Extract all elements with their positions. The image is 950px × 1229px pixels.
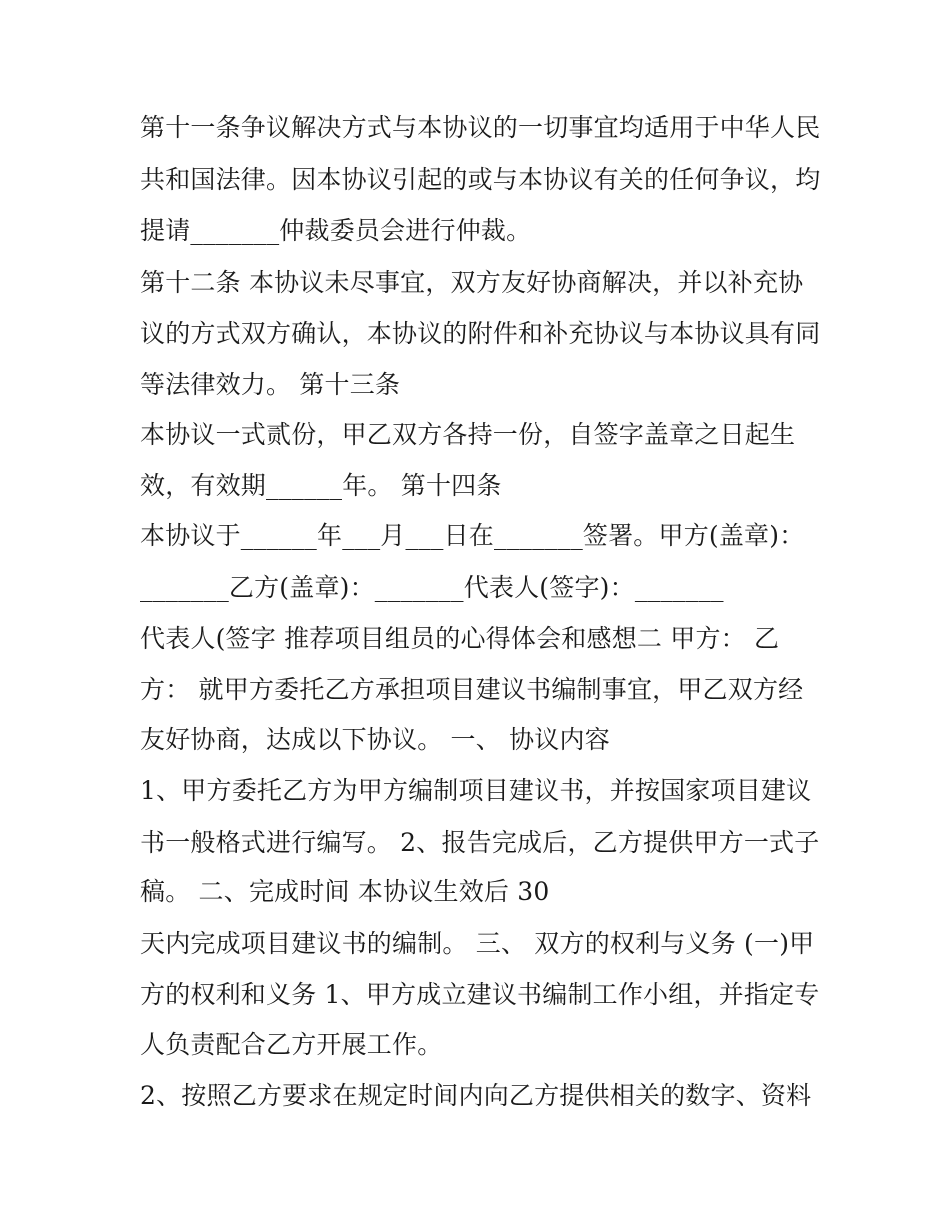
text-line: 本协议一式贰份，甲乙双方各持一份，自签字盖章之日起生 bbox=[140, 420, 796, 449]
text-line: 天内完成项目建议书的编制。 三、 双方的权利与义务 (一)甲 bbox=[140, 929, 815, 958]
text-line: 友好协商，达成以下协议。 一、 协议内容 bbox=[140, 725, 610, 754]
text-line: 2、按照乙方要求在规定时间内向乙方提供相关的数字、资料 bbox=[140, 1081, 812, 1110]
text-line: 稿。 二、完成时间 本协议生效后 30 bbox=[140, 877, 550, 906]
text-line: 第十一条争议解决方式与本协议的一切事宜均适用于中华人民 bbox=[140, 113, 821, 142]
text-line: 代表人(签字 推荐项目组员的心得体会和感想二 甲方： 乙 bbox=[140, 624, 780, 653]
text-line: 人负责配合乙方开展工作。 bbox=[140, 1030, 443, 1059]
text-line: 共和国法律。因本协议引起的或与本协议有关的任何争议，均 bbox=[140, 165, 821, 194]
text-line: 议的方式双方确认，本协议的附件和补充协议与本协议具有同 bbox=[140, 319, 821, 348]
text-line: 提请_______仲裁委员会进行仲裁。 bbox=[140, 216, 532, 245]
text-line: 效，有效期______年。 第十四条 bbox=[140, 471, 502, 500]
text-line: 第十二条 本协议未尽事宜，双方友好协商解决，并以补充协 bbox=[140, 268, 804, 297]
text-line: 1、甲方委托乙方为甲方编制项目建议书，并按国家项目建议 bbox=[140, 776, 812, 805]
text-line: 方： 就甲方委托乙方承担项目建议书编制事宜，甲乙双方经 bbox=[140, 675, 804, 704]
text-line: 书一般格式进行编写。 2、报告完成后，乙方提供甲方一式子 bbox=[140, 828, 820, 857]
text-line: 等法律效力。 第十三条 bbox=[140, 370, 401, 399]
text-line: _______乙方(盖章)：_______代表人(签字)：_______ bbox=[140, 573, 724, 602]
text-line: 本协议于______年___月___日在_______签署。甲方(盖章)： bbox=[140, 521, 805, 550]
text-line: 方的权利和义务 1、甲方成立建议书编制工作小组，并指定专 bbox=[140, 980, 820, 1009]
